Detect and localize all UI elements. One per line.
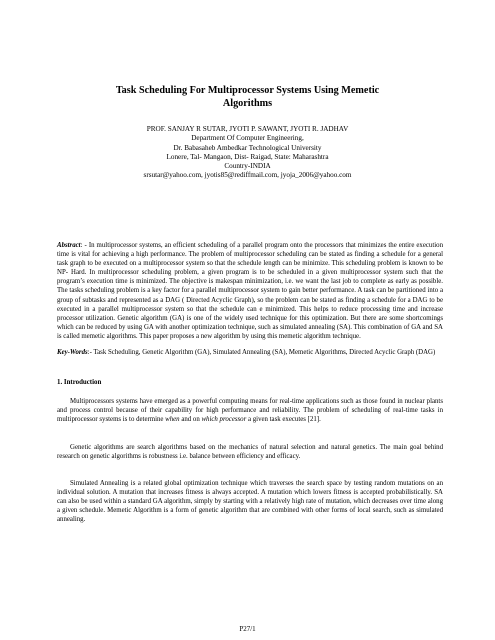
intro-p3-text: Simulated Annealing is a related global optimization technique which traverses the search space by testing random mutations on an individual solution. A mutation that increases fitness is always accepted. A mutation which lowers fitness is accepted probabilistically. SA can also be used within a standard GA algorithm, simply by starting with a relatively high rate of mutation, which decreases over time along a given schedule. Memetic Algorithm is a form of genetic algorithm that are combined with other forms of local search, such as simulated annealing. — [57, 480, 443, 524]
paper-title — [0, 84, 495, 110]
author-university: Dr. Babasaheb Ambedkar Technological University — [173, 143, 322, 152]
intro-p1-emphasis-which-processor: which processor — [201, 416, 247, 424]
abstract-text: : - In multiprocessor systems, an efficient scheduling of a parallel program onto the processors that minimizes the entire execution time is vital for achieving a high performance. The problem of multiprocessor scheduling can be stated as finding a schedule for a general task graph to be executed on a multiprocessor system so that the schedule length can be minimize. This scheduling problem is known to be NP- Hard. In multiprocessor scheduling problem, a given program is to be scheduled in a given multiprocessor system such that the program’s execution time is minimized. The objective is makespan minimization, i.e. we want the last job to complete as early as possible. The tasks scheduling problem is a key factor for a parallel multiprocessor system to gain better performance. A task can be partitioned into a group of subtasks and represented as a DAG ( Directed Acyclic Graph), so the problem can be stated as finding a schedule for a DAG to be executed in a parallel multiprocessor system so that the schedule can e minimized. This helps to reduce processing time and increase processor utilization. Genetic algorithm (GA) is one of the widely used technique for this optimization. But there are some shortcomings which can be reduced by using GA with another optimization technique, such as simulated annealing (SA). This combination of GA and SA is called memetic algorithms. This paper proposes a new algorithm by using this memetic algorithm technique. — [57, 242, 443, 340]
intro-p2-text: Genetic algorithms are search algorithms based on the mechanics of natural selection and natural genetics. The main goal behind research on genetic algorithms is robustness i.e. balance between efficiency and efficacy. — [57, 444, 443, 461]
title-line-1: Task Scheduling For Multiprocessor Systems Using Memetic — [115, 85, 380, 96]
section-heading-introduction: 1. Introduction — [57, 379, 102, 386]
author-names: PROF. SANJAY R SUTAR, JYOTI P. SAWANT, JYOTI R. JADHAV — [146, 125, 349, 133]
keywords — [57, 348, 443, 357]
page-number: P27/1 — [239, 625, 256, 633]
author-emails: srsutar@yahoo.com, jyotis85@rediffmail.com, jyoja_2006@yahoo.com — [143, 171, 352, 180]
intro-paragraph-2 — [57, 443, 443, 461]
author-department: Department Of Computer Engineering, — [191, 134, 304, 143]
keywords-text: :- Task Scheduling, Genetic Algorithm (GA), Simulated Annealing (SA), Memetic Algorithms, Directed Acyclic Graph (DAG) — [87, 349, 436, 356]
intro-paragraph-3 — [57, 479, 443, 524]
abstract-paragraph — [57, 241, 443, 341]
title-line-2: Algorithms — [222, 98, 273, 109]
author-address: Lonere, Tal- Mangaon, Dist- Raigad, State: Maharashtra — [166, 152, 329, 161]
intro-paragraph-1 — [57, 397, 443, 424]
intro-p1-text-c: a given task executes [21]. — [246, 416, 321, 424]
abstract-label: Abstract — [57, 242, 81, 249]
intro-p1-text-b: and on — [179, 416, 202, 424]
author-country: Country-INDIA — [224, 162, 271, 171]
author-block — [0, 125, 495, 181]
abstract — [57, 241, 443, 341]
intro-p1-emphasis-when: when — [165, 416, 180, 424]
keywords-paragraph — [57, 348, 443, 357]
keywords-label: Key-Words — [57, 349, 88, 356]
intro-p1-text-a: Multiprocessors systems have emerged as a powerful computing means for real-time applications such as those found in nuclear plants and process control because of their capability for high performance and reliability. The problem of scheduling of real-time tasks in multiprocessor systems is to determine — [57, 398, 443, 424]
